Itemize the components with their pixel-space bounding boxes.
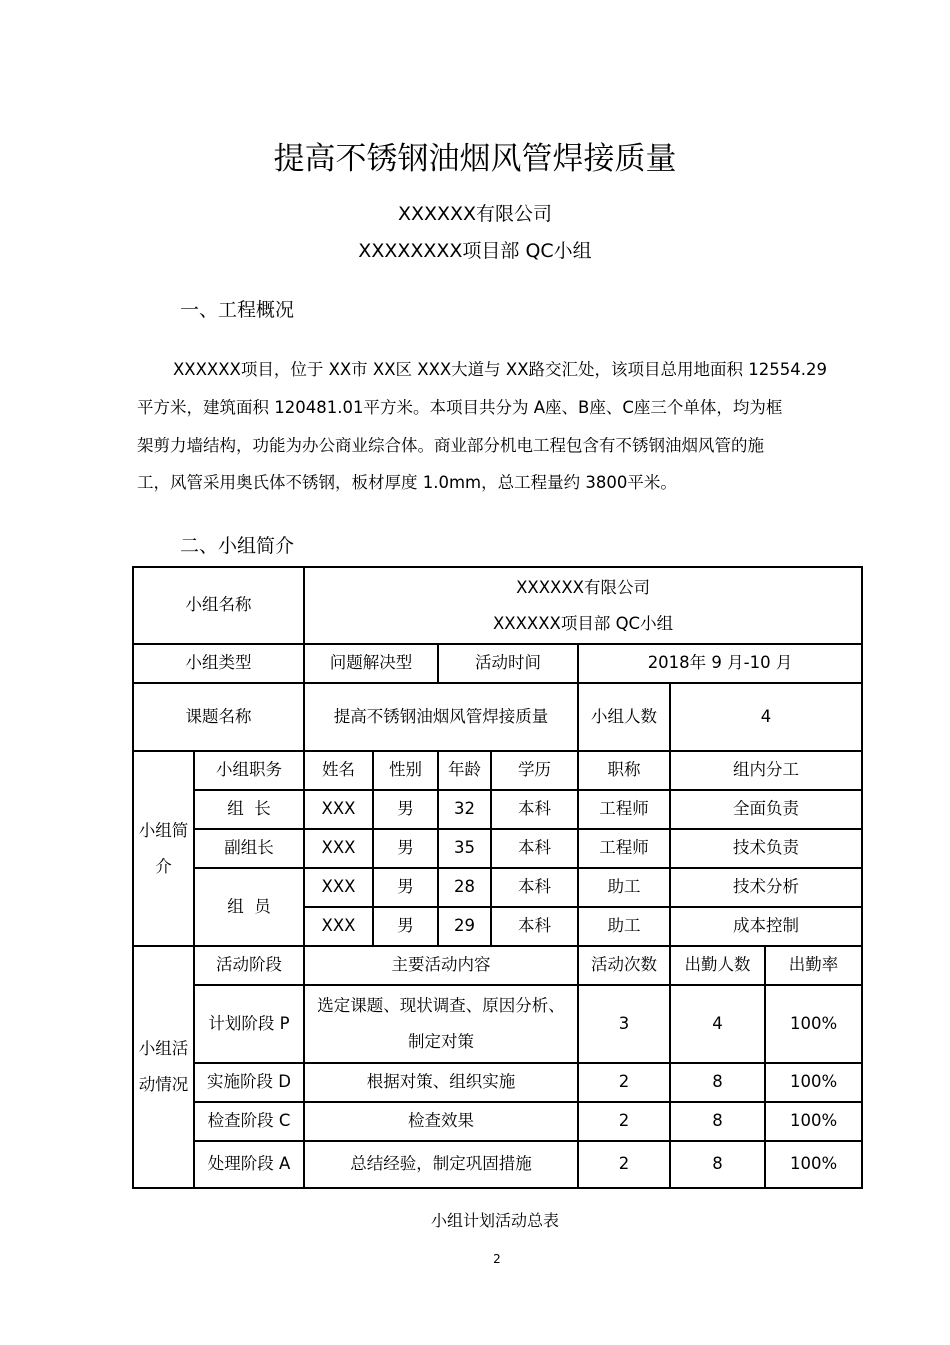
cell: 助工	[578, 907, 670, 946]
group-name-value	[304, 567, 862, 644]
header-cell: 小组职务	[194, 751, 304, 790]
header-cell: 姓名	[304, 751, 373, 790]
cell: 本科	[491, 907, 578, 946]
activity-label-line: 动情况	[138, 1075, 189, 1094]
section-heading-overview: 一、工程概况	[180, 299, 295, 321]
cell: 28	[438, 868, 491, 907]
member-count-label: 小组人数	[578, 683, 670, 751]
table-row	[133, 1102, 862, 1141]
cell: 技术分析	[670, 868, 862, 907]
group-type-label: 小组类型	[133, 644, 304, 683]
cell: 本科	[491, 868, 578, 907]
table-row	[133, 1141, 862, 1188]
activity-time-value: 2018年 9 月-10 月	[578, 644, 862, 683]
header-cell: 性别	[373, 751, 438, 790]
table-row	[133, 683, 862, 751]
cell: XXX	[304, 790, 373, 829]
activity-label-line: 小组活	[138, 1039, 189, 1058]
cell: 本科	[491, 790, 578, 829]
table-row	[133, 751, 862, 790]
group-name-line: XXXXXX项目部 QC小组	[493, 613, 674, 633]
group-intro-label	[133, 751, 194, 946]
group-name-line: XXXXXX有限公司	[516, 577, 650, 597]
cell: 男	[373, 829, 438, 868]
header-cell: 活动阶段	[194, 946, 304, 985]
paragraph-line: 工，风管采用奥氏体不锈钢，板材厚度 1.0mm，总工程量约 3800平米。	[137, 473, 677, 492]
table-row	[133, 829, 862, 868]
paragraph-line: 平方米，建筑面积 120481.01平方米。本项目共分为 A座、B座、C座三个单体，均为框	[137, 398, 783, 417]
table-row	[133, 567, 862, 644]
table-caption: 小组计划活动总表	[430, 1211, 559, 1230]
group-name-label: 小组名称	[133, 567, 304, 644]
cell: XXX	[304, 829, 373, 868]
cell: 男	[373, 868, 438, 907]
cell	[304, 985, 578, 1063]
cell: 2	[578, 1063, 670, 1102]
cell: 100%	[765, 985, 862, 1063]
cell: 29	[438, 907, 491, 946]
topic-value: 提高不锈钢油烟风管焊接质量	[304, 683, 578, 751]
cell: 工程师	[578, 829, 670, 868]
table-row	[133, 946, 862, 985]
cell: 成本控制	[670, 907, 862, 946]
group-info-table	[132, 566, 863, 1189]
table-row	[133, 644, 862, 683]
header-cell: 职称	[578, 751, 670, 790]
cell: XXX	[304, 907, 373, 946]
cell: 100%	[765, 1141, 862, 1188]
paragraph-line: XXXXXX项目，位于 XX市 XX区 XXX大道与 XX路交汇处，该项目总用地面积 12554.29	[173, 360, 828, 379]
cell: 计划阶段 P	[194, 985, 304, 1063]
member-count-value: 4	[670, 683, 862, 751]
header-cell: 组内分工	[670, 751, 862, 790]
cell: 处理阶段 A	[194, 1141, 304, 1188]
cell: 总结经验，制定巩固措施	[304, 1141, 578, 1188]
cell: 检查效果	[304, 1102, 578, 1141]
cell: 8	[670, 1141, 765, 1188]
table-row	[133, 790, 862, 829]
cell: 男	[373, 907, 438, 946]
cell: 3	[578, 985, 670, 1063]
page-number: 2	[493, 1252, 501, 1266]
activity-label	[133, 946, 194, 1188]
cell: 100%	[765, 1102, 862, 1141]
paragraph-line: 架剪力墙结构，功能为办公商业综合体。商业部分机电工程包含有不锈钢油烟风管的施	[137, 436, 764, 455]
group-intro-label-line: 介	[155, 856, 172, 876]
header-cell: 年龄	[438, 751, 491, 790]
cell: 8	[670, 1063, 765, 1102]
cell: 35	[438, 829, 491, 868]
header-cell: 主要活动内容	[304, 946, 578, 985]
header-cell: 出勤人数	[670, 946, 765, 985]
table-row	[133, 1063, 862, 1102]
cell: 2	[578, 1141, 670, 1188]
topic-label: 课题名称	[133, 683, 304, 751]
cell: 工程师	[578, 790, 670, 829]
header-cell: 活动次数	[578, 946, 670, 985]
cell: 组 员	[194, 868, 304, 946]
qc-group-name: XXXXXXXX项目部 QC小组	[358, 240, 592, 262]
cell: 100%	[765, 1063, 862, 1102]
cell: 32	[438, 790, 491, 829]
header-cell: 学历	[491, 751, 578, 790]
cell: 男	[373, 790, 438, 829]
cell: 实施阶段 D	[194, 1063, 304, 1102]
document-title: 提高不锈钢油烟风管焊接质量	[273, 141, 677, 177]
cell: 助工	[578, 868, 670, 907]
cell: 本科	[491, 829, 578, 868]
cell: XXX	[304, 868, 373, 907]
group-intro-label-line: 小组简	[138, 820, 189, 840]
activity-time-label: 活动时间	[438, 644, 578, 683]
cell: 检查阶段 C	[194, 1102, 304, 1141]
cell: 根据对策、组织实施	[304, 1063, 578, 1102]
section-heading-group: 二、小组简介	[180, 535, 295, 557]
cell: 8	[670, 1102, 765, 1141]
cell-line: 选定课题、现状调查、原因分析、	[317, 996, 565, 1015]
cell: 4	[670, 985, 765, 1063]
company-name: XXXXXX有限公司	[397, 203, 553, 225]
cell: 副组长	[194, 829, 304, 868]
header-cell: 出勤率	[765, 946, 862, 985]
table-row	[133, 985, 862, 1063]
cell: 全面负责	[670, 790, 862, 829]
cell: 技术负责	[670, 829, 862, 868]
cell: 组 长	[194, 790, 304, 829]
group-type-value: 问题解决型	[304, 644, 438, 683]
cell: 2	[578, 1102, 670, 1141]
table-row	[133, 868, 862, 907]
cell-line: 制定对策	[408, 1032, 474, 1051]
